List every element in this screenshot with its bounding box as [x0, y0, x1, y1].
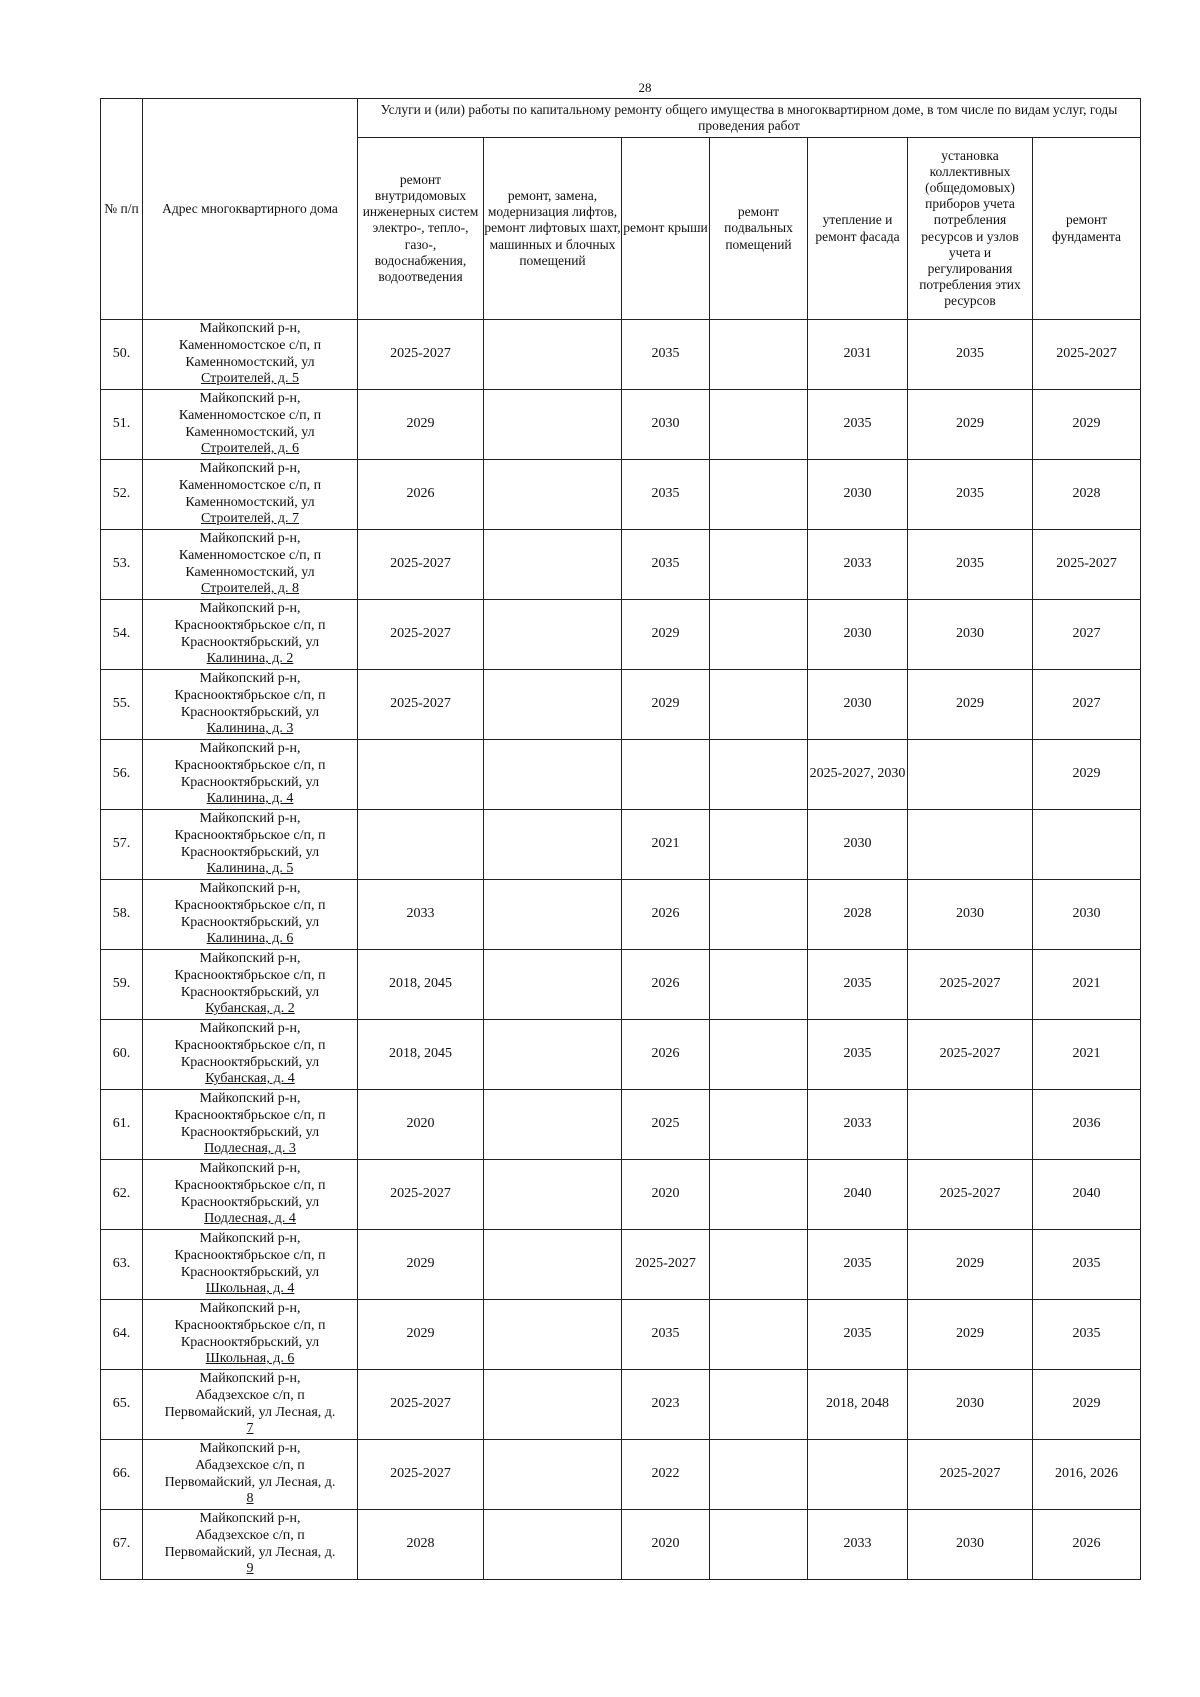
address-line: Краснооктябрьское с/п, п: [174, 1107, 326, 1123]
cell-meters: 2025-2027: [908, 950, 1033, 1020]
cell-meters: 2029: [908, 1300, 1033, 1370]
row-number: 61.: [101, 1090, 143, 1160]
table-row: [101, 390, 1141, 460]
cell-engineering-systems: 2025-2027: [358, 320, 484, 390]
column-header-meters: установка коллективных (общедомовых) приборов учета потребления ресурсов и узлов учета и регулирования потребления этих ресурсов: [908, 138, 1033, 320]
cell-facade: 2030: [808, 810, 908, 880]
column-header-roof: ремонт крыши: [622, 138, 710, 320]
cell-foundation: 2028: [1033, 460, 1141, 530]
cell-basement: [710, 1230, 808, 1300]
address-line: Каменномостский, ул: [185, 424, 315, 440]
table-row: [101, 1160, 1141, 1230]
cell-basement: [710, 460, 808, 530]
address-line: Калинина, д. 5: [206, 861, 294, 877]
cell-elevators: [484, 390, 622, 460]
address-line: Абадзехское с/п, п: [195, 1387, 305, 1403]
row-number: 58.: [101, 880, 143, 950]
address-line: Первомайский, ул Лесная, д.: [164, 1544, 336, 1560]
cell-meters: 2025-2027: [908, 1160, 1033, 1230]
address-line: Майкопский р-н,: [199, 810, 301, 826]
column-header-foundation: ремонт фундамента: [1033, 138, 1141, 320]
address-line: Майкопский р-н,: [199, 1160, 301, 1176]
address-line: Каменномостское с/п, п: [178, 407, 322, 423]
address-line: Краснооктябрьское с/п, п: [174, 827, 326, 843]
page-number: 28: [638, 80, 652, 95]
row-number: 65.: [101, 1370, 143, 1440]
row-number: 66.: [101, 1440, 143, 1510]
cell-facade: 2018, 2048: [808, 1370, 908, 1440]
capital-repair-table: [100, 98, 1141, 1580]
address-cell: [143, 1020, 358, 1090]
cell-basement: [710, 1020, 808, 1090]
address-cell: [143, 1160, 358, 1230]
cell-roof: 2026: [622, 1020, 710, 1090]
cell-facade: 2030: [808, 460, 908, 530]
address-line: Каменномостское с/п, п: [178, 547, 322, 563]
column-header-address: Адрес многоквартирного дома: [143, 99, 358, 320]
cell-elevators: [484, 1160, 622, 1230]
cell-foundation: 2025-2027: [1033, 530, 1141, 600]
address-line: Краснооктябрьское с/п, п: [174, 617, 326, 633]
address-line: Калинина, д. 6: [206, 931, 294, 947]
cell-engineering-systems: 2028: [358, 1510, 484, 1580]
row-number: 57.: [101, 810, 143, 880]
address-cell: [143, 600, 358, 670]
address-line: Первомайский, ул Лесная, д.: [164, 1474, 336, 1490]
cell-elevators: [484, 320, 622, 390]
address-line: Майкопский р-н,: [199, 1300, 301, 1316]
cell-facade: 2031: [808, 320, 908, 390]
cell-elevators: [484, 530, 622, 600]
cell-roof: 2025: [622, 1090, 710, 1160]
row-number: 64.: [101, 1300, 143, 1370]
cell-meters: 2035: [908, 320, 1033, 390]
address-cell: [143, 1370, 358, 1440]
address-line: Майкопский р-н,: [199, 460, 301, 476]
cell-meters: 2025-2027: [908, 1020, 1033, 1090]
cell-elevators: [484, 810, 622, 880]
table-row: [101, 460, 1141, 530]
cell-facade: 2033: [808, 530, 908, 600]
address-line: Краснооктябрьский, ул: [180, 704, 320, 720]
cell-engineering-systems: 2025-2027: [358, 670, 484, 740]
address-line: Краснооктябрьское с/п, п: [174, 967, 326, 983]
cell-roof: 2029: [622, 670, 710, 740]
address-cell: [143, 530, 358, 600]
cell-facade: 2030: [808, 670, 908, 740]
table-row: [101, 950, 1141, 1020]
cell-foundation: 2027: [1033, 600, 1141, 670]
address-cell: [143, 1440, 358, 1510]
cell-foundation: 2016, 2026: [1033, 1440, 1141, 1510]
address-line: Каменномостское с/п, п: [178, 477, 322, 493]
address-cell: [143, 880, 358, 950]
address-line: Строителей, д. 7: [200, 511, 300, 527]
table-row: [101, 1300, 1141, 1370]
table-row: [101, 740, 1141, 810]
cell-basement: [710, 600, 808, 670]
address-line: Краснооктябрьское с/п, п: [174, 687, 326, 703]
cell-engineering-systems: 2025-2027: [358, 600, 484, 670]
row-number: 50.: [101, 320, 143, 390]
cell-roof: 2025-2027: [622, 1230, 710, 1300]
address-line: Каменномостское с/п, п: [178, 337, 322, 353]
cell-elevators: [484, 1440, 622, 1510]
address-line: Каменномостский, ул: [185, 564, 315, 580]
address-line: Подлесная, д. 3: [204, 1141, 296, 1157]
address-line: Майкопский р-н,: [199, 880, 301, 896]
address-line: Строителей, д. 8: [200, 581, 300, 597]
cell-meters: 2030: [908, 1510, 1033, 1580]
address-line: Краснооктябрьский, ул: [180, 1054, 320, 1070]
cell-engineering-systems: 2025-2027: [358, 1370, 484, 1440]
address-line: Краснооктябрьский, ул: [180, 774, 320, 790]
cell-engineering-systems: 2025-2027: [358, 530, 484, 600]
cell-elevators: [484, 1300, 622, 1370]
address-cell: [143, 810, 358, 880]
cell-foundation: 2029: [1033, 1370, 1141, 1440]
cell-engineering-systems: [358, 740, 484, 810]
table-row: [101, 1230, 1141, 1300]
cell-foundation: 2040: [1033, 1160, 1141, 1230]
address-line: Школьная, д. 6: [205, 1351, 295, 1367]
cell-roof: 2035: [622, 320, 710, 390]
address-cell: [143, 390, 358, 460]
row-number: 60.: [101, 1020, 143, 1090]
cell-basement: [710, 530, 808, 600]
address-cell: [143, 1090, 358, 1160]
address-cell: [143, 740, 358, 810]
cell-roof: 2035: [622, 1300, 710, 1370]
row-number: 54.: [101, 600, 143, 670]
cell-facade: 2033: [808, 1510, 908, 1580]
row-number: 62.: [101, 1160, 143, 1230]
cell-elevators: [484, 600, 622, 670]
cell-roof: 2035: [622, 530, 710, 600]
cell-meters: 2029: [908, 1230, 1033, 1300]
column-header-engineering-systems: ремонт внутридомовых инженерных систем электро-, тепло-, газо-, водоснабжения, водоотведения: [358, 138, 484, 320]
address-line: Краснооктябрьское с/п, п: [174, 757, 326, 773]
cell-roof: 2026: [622, 950, 710, 1020]
cell-engineering-systems: 2018, 2045: [358, 1020, 484, 1090]
address-line: Майкопский р-н,: [199, 1370, 301, 1386]
address-line: Калинина, д. 2: [206, 651, 294, 667]
row-number: 53.: [101, 530, 143, 600]
cell-foundation: 2026: [1033, 1510, 1141, 1580]
cell-elevators: [484, 460, 622, 530]
cell-basement: [710, 320, 808, 390]
address-line: Кубанская, д. 2: [205, 1001, 295, 1017]
cell-basement: [710, 1510, 808, 1580]
address-cell: [143, 950, 358, 1020]
row-number: 67.: [101, 1510, 143, 1580]
cell-meters: 2030: [908, 880, 1033, 950]
address-line: Краснооктябрьский, ул: [180, 914, 320, 930]
address-line: Майкопский р-н,: [199, 530, 301, 546]
address-line: Майкопский р-н,: [199, 1020, 301, 1036]
address-line: Краснооктябрьское с/п, п: [174, 1317, 326, 1333]
cell-basement: [710, 740, 808, 810]
cell-roof: 2026: [622, 880, 710, 950]
cell-foundation: 2029: [1033, 390, 1141, 460]
cell-engineering-systems: 2029: [358, 1300, 484, 1370]
row-number: 55.: [101, 670, 143, 740]
cell-roof: 2030: [622, 390, 710, 460]
address-line: Майкопский р-н,: [199, 1440, 301, 1456]
address-line: Абадзехское с/п, п: [195, 1527, 305, 1543]
cell-meters: [908, 1090, 1033, 1160]
address-line: Майкопский р-н,: [199, 1090, 301, 1106]
cell-foundation: 2021: [1033, 950, 1141, 1020]
cell-basement: [710, 390, 808, 460]
address-line: Школьная, д. 4: [205, 1281, 295, 1297]
address-line: Майкопский р-н,: [199, 600, 301, 616]
cell-foundation: 2030: [1033, 880, 1141, 950]
cell-roof: 2021: [622, 810, 710, 880]
address-line: Краснооктябрьский, ул: [180, 1194, 320, 1210]
cell-facade: 2040: [808, 1160, 908, 1230]
cell-roof: 2020: [622, 1510, 710, 1580]
address-cell: [143, 460, 358, 530]
cell-basement: [710, 1160, 808, 1230]
cell-foundation: 2029: [1033, 740, 1141, 810]
address-cell: [143, 1510, 358, 1580]
table-header: [101, 99, 1141, 320]
address-line: Строителей, д. 5: [200, 371, 300, 387]
cell-engineering-systems: [358, 810, 484, 880]
cell-elevators: [484, 1090, 622, 1160]
cell-elevators: [484, 950, 622, 1020]
address-line: Подлесная, д. 4: [204, 1211, 296, 1227]
address-line: Краснооктябрьский, ул: [180, 984, 320, 1000]
cell-meters: 2030: [908, 1370, 1033, 1440]
address-line: Строителей, д. 6: [200, 441, 300, 457]
table-row: [101, 600, 1141, 670]
cell-facade: [808, 1440, 908, 1510]
cell-meters: [908, 740, 1033, 810]
address-line: Первомайский, ул Лесная, д.: [164, 1404, 336, 1420]
address-line: 9: [246, 1561, 254, 1577]
table-row: [101, 880, 1141, 950]
address-line: Краснооктябрьский, ул: [180, 1334, 320, 1350]
cell-basement: [710, 880, 808, 950]
cell-facade: 2033: [808, 1090, 908, 1160]
address-line: Майкопский р-н,: [199, 670, 301, 686]
cell-engineering-systems: 2029: [358, 390, 484, 460]
cell-meters: 2029: [908, 390, 1033, 460]
cell-foundation: [1033, 810, 1141, 880]
address-line: 8: [246, 1491, 254, 1507]
cell-foundation: 2035: [1033, 1230, 1141, 1300]
cell-facade: 2035: [808, 950, 908, 1020]
cell-meters: [908, 810, 1033, 880]
cell-meters: 2025-2027: [908, 1440, 1033, 1510]
cell-facade: 2030: [808, 600, 908, 670]
row-number: 59.: [101, 950, 143, 1020]
address-cell: [143, 320, 358, 390]
address-line: Краснооктябрьский, ул: [180, 1264, 320, 1280]
cell-roof: 2035: [622, 460, 710, 530]
column-header-basement: ремонт подвальных помещений: [710, 138, 808, 320]
cell-engineering-systems: 2026: [358, 460, 484, 530]
row-number: 63.: [101, 1230, 143, 1300]
address-line: Краснооктябрьский, ул: [180, 844, 320, 860]
address-line: 7: [246, 1421, 254, 1437]
cell-meters: 2030: [908, 600, 1033, 670]
address-line: Краснооктябрьское с/п, п: [174, 1037, 326, 1053]
address-line: Краснооктябрьский, ул: [180, 634, 320, 650]
cell-elevators: [484, 1370, 622, 1440]
cell-facade: 2035: [808, 1300, 908, 1370]
row-number: 51.: [101, 390, 143, 460]
cell-basement: [710, 1440, 808, 1510]
table-row: [101, 530, 1141, 600]
cell-basement: [710, 1090, 808, 1160]
table-row: [101, 1510, 1141, 1580]
cell-engineering-systems: 2018, 2045: [358, 950, 484, 1020]
cell-engineering-systems: 2025-2027: [358, 1440, 484, 1510]
column-header-number: № п/п: [101, 99, 143, 320]
cell-foundation: 2025-2027: [1033, 320, 1141, 390]
address-line: Майкопский р-н,: [199, 320, 301, 336]
cell-elevators: [484, 1510, 622, 1580]
cell-facade: 2028: [808, 880, 908, 950]
cell-elevators: [484, 1020, 622, 1090]
cell-roof: 2022: [622, 1440, 710, 1510]
cell-meters: 2029: [908, 670, 1033, 740]
cell-elevators: [484, 670, 622, 740]
address-line: Калинина, д. 3: [206, 721, 294, 737]
cell-roof: 2023: [622, 1370, 710, 1440]
address-line: Краснооктябрьское с/п, п: [174, 1247, 326, 1263]
table-row: [101, 670, 1141, 740]
cell-elevators: [484, 880, 622, 950]
address-line: Майкопский р-н,: [199, 390, 301, 406]
cell-engineering-systems: 2033: [358, 880, 484, 950]
cell-basement: [710, 1370, 808, 1440]
address-line: Краснооктябрьский, ул: [180, 1124, 320, 1140]
row-number: 56.: [101, 740, 143, 810]
cell-meters: 2035: [908, 530, 1033, 600]
cell-engineering-systems: 2025-2027: [358, 1160, 484, 1230]
cell-elevators: [484, 1230, 622, 1300]
table-row: [101, 1090, 1141, 1160]
cell-foundation: 2036: [1033, 1090, 1141, 1160]
cell-elevators: [484, 740, 622, 810]
cell-foundation: 2021: [1033, 1020, 1141, 1090]
address-cell: [143, 1230, 358, 1300]
address-line: Майкопский р-н,: [199, 740, 301, 756]
cell-roof: 2029: [622, 600, 710, 670]
column-group-header: Услуги и (или) работы по капитальному ремонту общего имущества в многоквартирном доме, в том числе по видам услуг, годы проведения работ: [358, 99, 1141, 138]
table-row: [101, 1020, 1141, 1090]
cell-engineering-systems: 2029: [358, 1230, 484, 1300]
address-line: Майкопский р-н,: [199, 1510, 301, 1526]
table-row: [101, 320, 1141, 390]
cell-facade: 2025-2027, 2030: [808, 740, 908, 810]
cell-basement: [710, 1300, 808, 1370]
table-row: [101, 1370, 1141, 1440]
address-line: Майкопский р-н,: [199, 950, 301, 966]
cell-facade: 2035: [808, 1020, 908, 1090]
address-line: Майкопский р-н,: [199, 1230, 301, 1246]
row-number: 52.: [101, 460, 143, 530]
column-header-elevators: ремонт, замена, модернизация лифтов, ремонт лифтовых шахт, машинных и блочных помещений: [484, 138, 622, 320]
cell-roof: 2020: [622, 1160, 710, 1230]
cell-engineering-systems: 2020: [358, 1090, 484, 1160]
address-cell: [143, 670, 358, 740]
cell-roof: [622, 740, 710, 810]
address-line: Калинина, д. 4: [206, 791, 294, 807]
address-line: Абадзехское с/п, п: [195, 1457, 305, 1473]
cell-meters: 2035: [908, 460, 1033, 530]
column-header-facade: утепление и ремонт фасада: [808, 138, 908, 320]
address-line: Краснооктябрьское с/п, п: [174, 897, 326, 913]
cell-facade: 2035: [808, 390, 908, 460]
address-line: Каменномостский, ул: [185, 354, 315, 370]
cell-foundation: 2027: [1033, 670, 1141, 740]
cell-foundation: 2035: [1033, 1300, 1141, 1370]
address-line: Краснооктябрьское с/п, п: [174, 1177, 326, 1193]
address-cell: [143, 1300, 358, 1370]
table-body: [101, 320, 1141, 1580]
address-line: Каменномостский, ул: [185, 494, 315, 510]
cell-basement: [710, 950, 808, 1020]
table-row: [101, 1440, 1141, 1510]
cell-basement: [710, 670, 808, 740]
cell-facade: 2035: [808, 1230, 908, 1300]
table-row: [101, 810, 1141, 880]
address-line: Кубанская, д. 4: [205, 1071, 295, 1087]
cell-basement: [710, 810, 808, 880]
